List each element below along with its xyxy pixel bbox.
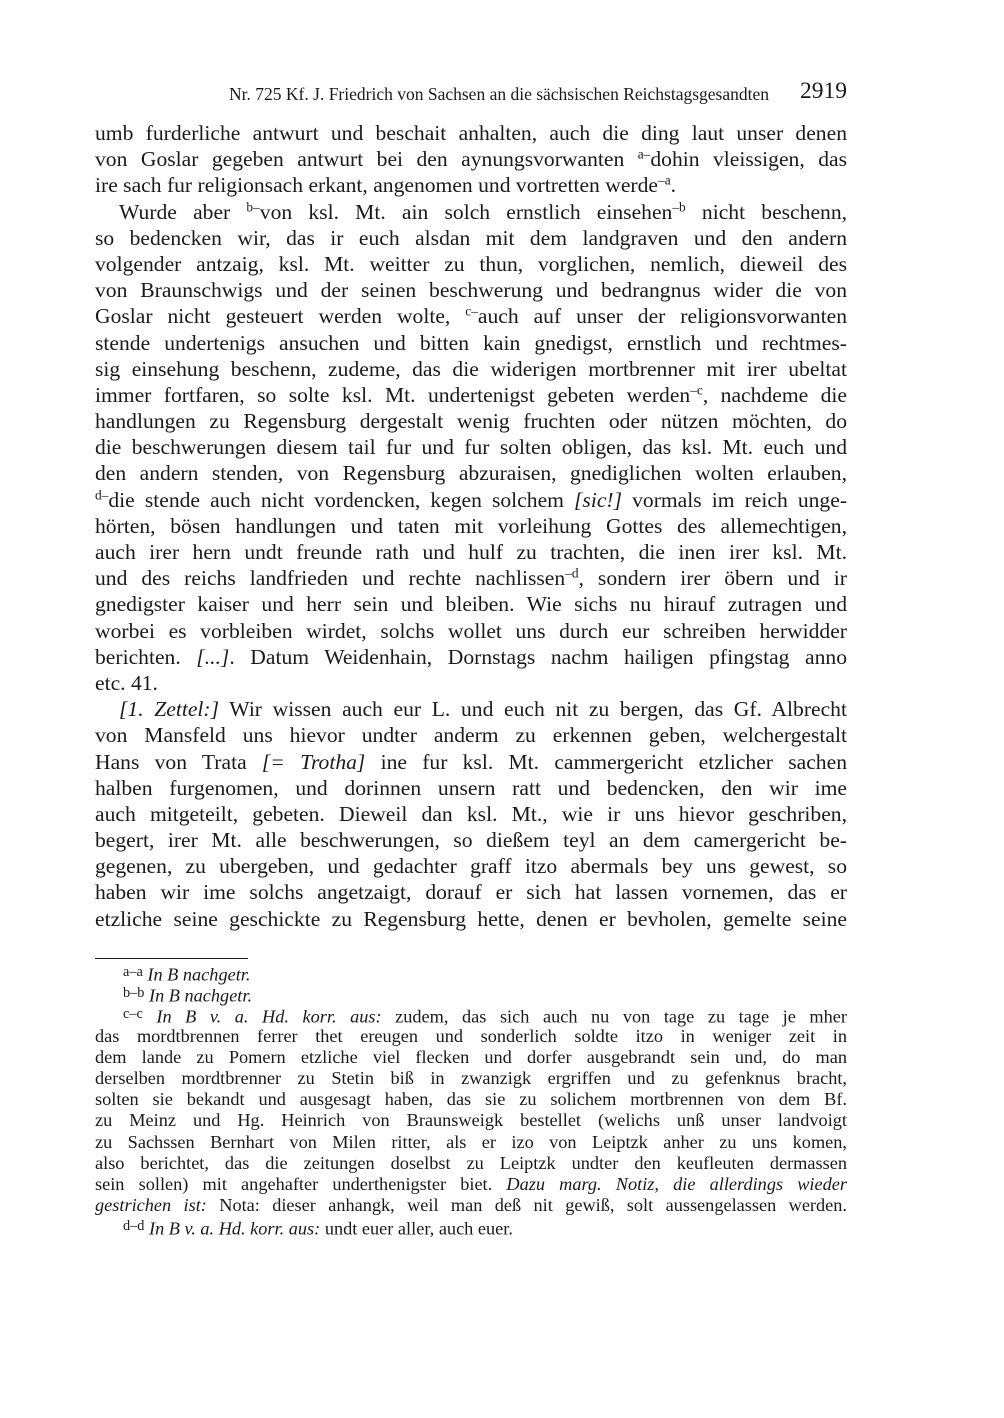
footnotes xyxy=(95,962,847,1237)
text-line: worbei es vorbleiben wirdet, solchs wollet uns durch eur schreiben herwidder xyxy=(95,618,847,643)
running-title: Nr. 725 Kf. J. Friedrich von Sachsen an die sächsischen Reichstagsgesandten xyxy=(229,84,769,104)
editorial-note: [= Trotha] xyxy=(261,749,366,774)
text-line: stende undertenigs ansuchen und bitten kain gnedigst, ernstlich und rechtmes- xyxy=(95,330,847,355)
text-line: von Mansfeld uns hievor undter anderm zu erkennen geben, welchergestalt xyxy=(95,723,847,748)
footnote: $^{c-c}$ In B v. a. Hd. korr. aus: zudem, das sich auch nu von tage zu tage je mher xyxy=(123,1006,847,1027)
text-line: auch irer hern undt freunde rath und hulf zu trachten, die inen irer ksl. Mt. xyxy=(95,540,847,564)
text-line: Wurde aber $^{b-}$von ksl. Mt. ain solch ernstlich einsehen$^{-b}$ nicht beschenn, xyxy=(119,199,848,224)
page-number: 2919 xyxy=(800,78,847,104)
footnote-marker: –d xyxy=(565,565,579,581)
text-line: die beschwerungen diesem tail fur und fur solten obligen, das ksl. Mt. euch und xyxy=(95,435,847,460)
editorial-note: [1. Zettel:] xyxy=(119,697,220,722)
text-line: auch mitgeteilt, gebeten. Dieweil dan ksl. Mt., wie ir uns hievor geschriben, xyxy=(95,801,847,826)
text-line: Hans von Trata [= Trotha] ine fur ksl. Mt. cammergericht etzlicher sachen xyxy=(95,749,847,774)
text-line: volgender antzaig, ksl. Mt. weitter zu thun, vorglichen, nemlich, dieweil des xyxy=(95,251,847,276)
text-line: gnedigster kaiser und herr sein und bleiben. Wie sichs nu hirauf zutragen und xyxy=(95,592,847,617)
footnote-line: zu Sachssen Bernhart von Milen ritter, als er izo von Leiptzk anher zu uns komen, xyxy=(95,1131,847,1152)
text-line: von Goslar gegeben antwurt bei den aynungsvorwanten $^{a-}$dohin vleissigen, das xyxy=(95,146,847,172)
footnote-rule xyxy=(95,958,248,959)
text-line: begert, irer Mt. alle beschwerungen, so dießem teyl an dem camergericht be- xyxy=(95,828,847,853)
footnote-marker: –a xyxy=(658,173,671,189)
footnote: $^{b-b}$ In B nachgetr. xyxy=(123,985,253,1006)
text-line: den andern stenden, von Regensburg abzuraisen, gnediglichen wolten erlauben, xyxy=(95,461,847,486)
footnote-marker: –c xyxy=(690,382,703,398)
footnote-line: zu Meinz und Hg. Heinrich von Braunsweigk bestellet (welichs unß unser landvoigt xyxy=(95,1110,847,1131)
footnote-line: sein sollen) mit angehafter underthenigster biet. Dazu marg. Notiz, die allerdings wieder xyxy=(95,1173,847,1194)
footnote-marker: b– xyxy=(246,199,260,215)
footnote-sigil: d–d xyxy=(123,1218,145,1235)
running-header xyxy=(95,78,847,108)
footnote-sigil: c–c xyxy=(123,1006,143,1023)
text-line: gegenen, zu ubergeben, und gedachter graff itzo abermals bey uns gewest, so xyxy=(95,854,847,879)
text-line: berichten. [...]. Datum Weidenhain, Dornstags nachm hailigen pfingstag anno xyxy=(95,644,847,669)
text-line: hörten, bösen handlungen und taten mit vorleihung Gottes des allemechtigen, xyxy=(95,513,847,538)
footnote: $^{a-a}$ In B nachgetr. xyxy=(123,964,251,985)
footnote-marker: a– xyxy=(637,146,651,162)
text-line: etzliche seine geschickte zu Regensburg hette, denen er bevholen, gemelte seine xyxy=(95,906,847,931)
text-line: umb furderliche antwurt und beschait anhalten, auch die ding laut unser denen xyxy=(95,121,847,145)
text-line: haben wir ime solchs angetzaigt, dorauf er sich hat lassen vornemen, das er xyxy=(95,880,847,905)
text-line: ire sach fur religionsach erkant, angenomen und vortretten werde$^{-a}$. xyxy=(95,173,677,198)
text-line: immer fortfaren, so solte ksl. Mt. undertenigst gebeten werden$^{-c}$, nachdeme die xyxy=(95,382,847,407)
text-line: etc. 41. xyxy=(95,670,158,695)
footnote-sigil: b–b xyxy=(123,985,145,1002)
footnote-sigil: a–a xyxy=(123,964,143,980)
text-line: so bedencken wir, das ir euch alsdan mit dem landgraven und den andern xyxy=(95,225,847,250)
footnote-marker: –b xyxy=(672,199,686,215)
footnote-marker: c– xyxy=(465,303,478,319)
editorial-note: [sic!] xyxy=(574,487,623,512)
editorial-note: [...] xyxy=(196,644,230,669)
footnote-line: das mordtbrennen ferrer thet ereugen und sonderlich soldte itzo in weniger zeit in xyxy=(95,1025,847,1046)
text-line: und des reichs landfrieden und rechte nachlissen$^{-d}$, sondern irer öbern und ir xyxy=(95,565,847,591)
text-line: [1. Zettel:] Wir wissen auch eur L. und euch nit zu bergen, das Gf. Albrecht xyxy=(119,697,847,722)
footnote-line: dem lande zu Pomern etzliche viel flecken und dorfer ausgebrandt sein und, do man xyxy=(95,1046,847,1067)
text-line: halben furgenomen, und dorinnen unsern ratt und bedencken, den wir ime xyxy=(95,775,847,800)
footnote-marker: d– xyxy=(95,487,109,503)
footnote-line: solten sie bekandt und ausgesagt haben, das sie zu solichem mortbrennen von dem Bf. xyxy=(95,1089,847,1110)
footnote-line: also berichtet, das die zeitungen doselbst zu Leiptzk undter den keufleuten dermassen xyxy=(95,1152,847,1173)
text-line: Goslar nicht gesteuert werden wolte, $^{c-}$auch auf unser der religionsvorwanten xyxy=(95,303,847,329)
main-text xyxy=(95,120,847,932)
footnote: $^{d-d}$ In B v. a. Hd. korr. aus: undt euer aller, auch euer. xyxy=(123,1218,513,1239)
footnote-line: gestrichen ist: Nota: dieser anhangk, weil man deß nit gewiß, solt aussengelassen werden. xyxy=(95,1195,847,1216)
text-line: von Braunschwigs und der seinen beschwerung und bedrangnus wider die von xyxy=(95,278,847,303)
text-line: $^{d-}$die stende auch nicht vordencken, kegen solchem [sic!] vormals im reich unge- xyxy=(95,487,848,512)
text-line: sig einsehung beschenn, zudeme, das die widerigen mortbrenner mit irer ubeltat xyxy=(95,356,847,381)
text-line: handlungen zu Regensburg dergestalt wenig fruchten oder nützen möchten, do xyxy=(95,409,847,434)
footnote-line: derselben mordtbrenner zu Stetin biß in zwanzigk ergriffen und zu gefenknus bracht, xyxy=(95,1067,847,1088)
